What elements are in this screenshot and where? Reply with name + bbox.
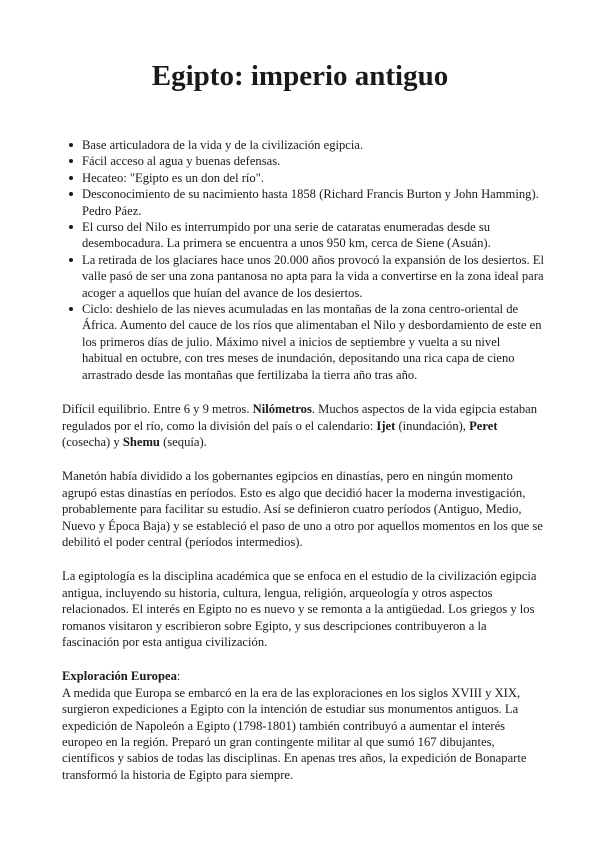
spacer	[62, 450, 544, 468]
paragraph-river	[62, 401, 544, 450]
paragraph-maneton: Manetón había dividido a los gobernantes egipcios en dinastías, pero en ningún momento agrupó estas dinastías en períodos. Esto es algo que decidió hacer la moderna investigación, probablemente para facilitar su estudio. Así se definieron cuatro períodos (Antiguo, Medio, Nuevo y Época Baja) y se estableció el paso de uno a otro por aquellos momentos en los que se debilitó el poder central (períodos intermedios).	[62, 469, 543, 549]
list-item: Hecateo: "Egipto es un don del río".	[62, 170, 544, 186]
list-item: Base articuladora de la vida y de la civilización egipcia.	[62, 137, 544, 153]
bold-term: Shemu	[122, 434, 160, 449]
paragraph-exploration: A medida que Europa se embarcó en la era de las exploraciones en los siglos XVIII y XIX, surgieron expediciones a Egipto con la intención de estudiar sus monumentos antiguos. La expedición de Napoleón a Egipto (1798-1801) también contribuyó a aumentar el interés europeo en la región. Preparó un gran contingente militar al que sumó 167 dibujantes, científicos y sabios de todas las disciplinas. En apenas tres años, la expedición de Bonaparte transformó la historia de Egipto para siempre.	[62, 685, 527, 782]
list-item: Desconocimiento de su nacimiento hasta 1858 (Richard Francis Burton y John Hamming). Pedro Páez.	[62, 186, 544, 219]
paragraph-egyptology: La egiptología es la disciplina académica que se enfoca en el estudio de la civilización egipcia antigua, incluyendo su historia, cultura, lengua, religión, arqueología y otros aspectos relacionados. El interés en Egipto no es nuevo y se remonta a la antigüedad. Los griegos y los romanos visitaron y escribieron sobre Egipto, y sus descripciones contribuyeron a la fascinación por esta antigua civilización.	[62, 569, 537, 649]
spacer	[62, 650, 544, 668]
text-span: (sequía).	[159, 434, 207, 449]
text-span: Difícil equilibrio. Entre 6 y 9 metros.	[62, 402, 253, 417]
heading-colon: :	[176, 669, 181, 684]
text-span: . Muchos aspectos de la vida egipcia estaban regulados por el río, como la división del país o el calendario:	[62, 402, 538, 433]
page-title: Egipto: imperio antiguo	[151, 60, 449, 92]
list-item: El curso del Nilo es interrumpido por una serie de cataratas enumeradas desde su desembocadura. La primera se encuentra a unos 950 km, cerca de Siene (Asuán).	[62, 219, 544, 252]
bold-term: Peret	[469, 418, 498, 433]
bold-term: Nilómetros	[252, 402, 312, 417]
spacer	[62, 383, 544, 401]
spacer	[62, 550, 544, 568]
heading-text: Exploración Europea	[62, 669, 177, 684]
list-item: Ciclo: deshielo de las nieves acumuladas en las montañas de la zona centro-oriental de África. Aumento del cauce de los ríos que alimentaban el Nilo y desbordamiento de este en los primeros días de julio. Máximo nivel a inicios de septiembre y vuelta a su nivel habitual en octubre, con tres meses de inundación, depositando una rica capa de cieno arrastrado desde las montañas que fertilizaba la tierra año tras año.	[62, 301, 544, 383]
bullet-list	[62, 137, 544, 383]
list-item: Fácil acceso al agua y buenas defensas.	[62, 153, 544, 169]
text-span: (cosecha) y	[62, 434, 123, 449]
bold-term: Ijet	[376, 418, 396, 433]
section-heading	[62, 668, 544, 684]
list-item: La retirada de los glaciares hace unos 20.000 años provocó la expansión de los desiertos. El valle pasó de ser una zona pantanosa no apta para la vida a convertirse en la zona ideal para acoger a aquellos que huían del avance de los desiertos.	[62, 252, 544, 301]
document-body	[62, 137, 544, 783]
text-span: (inundación),	[395, 418, 470, 433]
